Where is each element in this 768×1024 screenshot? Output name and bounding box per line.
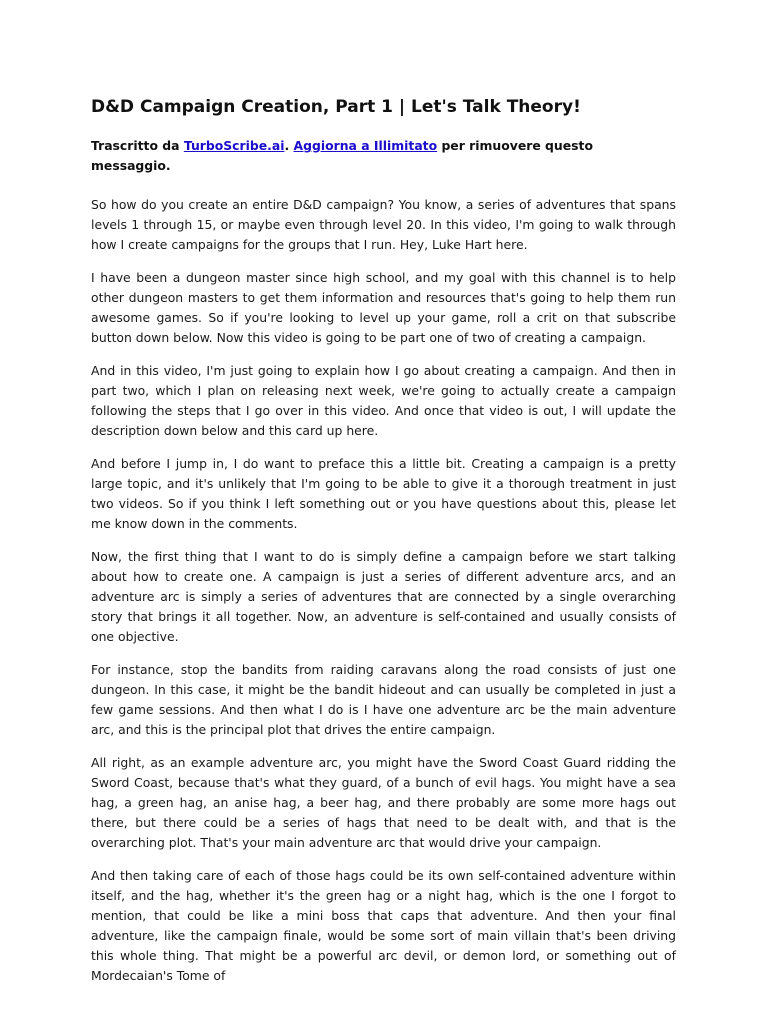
- banner-separator: .: [284, 138, 294, 153]
- paragraph: And then taking care of each of those hags could be its own self-contained adventure within itself, and the hag, whether it's the green hag or a night hag, which is the one I forgot to mention, that could be like a mini boss that caps that adventure. And then your final adventure, like the campaign finale, would be some sort of main villain that's been driving this whole thing. That might be a powerful arc devil, or demon lord, or something out of Mordecaian's Tome of: [91, 868, 676, 983]
- paragraph: So how do you create an entire D&D campaign? You know, a series of adventures that spans levels 1 through 15, or maybe even through level 20. In this video, I'm going to walk through how I create campaigns for the groups that I run. Hey, Luke Hart here.: [91, 197, 676, 252]
- paragraph: And before I jump in, I do want to preface this a little bit. Creating a campaign is a pretty large topic, and it's unlikely that I'm going to be able to give it a thorough treatment in just two videos. So if you think I left something out or you have questions about this, please let me know down in the comments.: [91, 456, 676, 531]
- paragraph: For instance, stop the bandits from raiding caravans along the road consists of just one dungeon. In this case, it might be the bandit hideout and can usually be completed in just a few game sessions. And then what I do is I have one adventure arc be the main adventure arc, and this is the principal plot that drives the entire campaign.: [91, 662, 676, 737]
- document-page: [91, 95, 676, 986]
- paragraph: Now, the first thing that I want to do is simply define a campaign before we start talking about how to create one. A campaign is just a series of different adventure arcs, and an adventure arc is simply a series of adventures that are connected by a single overarching story that brings it all together. Now, an adventure is self-contained and usually consists of one objective.: [91, 549, 676, 644]
- banner-prefix: Trascritto da: [91, 138, 184, 153]
- paragraph: All right, as an example adventure arc, you might have the Sword Coast Guard ridding the Sword Coast, because that's what they guard, of a bunch of evil hags. You might have a sea hag, a green hag, an anise hag, a beer hag, and there probably are some more hags out there, but there could be a series of hags that need to be dealt with, and that is the overarching plot. That's your main adventure arc that would drive your campaign.: [91, 755, 676, 850]
- paragraph: And in this video, I'm just going to explain how I go about creating a campaign. And then in part two, which I plan on releasing next week, we're going to actually create a campaign following the steps that I go over in this video. And once that video is out, I will update the description down below and this card up here.: [91, 363, 676, 438]
- paragraph: I have been a dungeon master since high school, and my goal with this channel is to help other dungeon masters to get them information and resources that's going to help them run awesome games. So if you're looking to level up your game, roll a crit on that subscribe button down below. Now this video is going to be part one of two of creating a campaign.: [91, 270, 676, 345]
- transcription-banner: [91, 136, 676, 176]
- upgrade-unlimited-link[interactable]: Aggiorna a Illimitato: [293, 138, 438, 153]
- document-title: D&D Campaign Creation, Part 1 | Let's Talk Theory!: [91, 97, 581, 117]
- banner-suffix: per rimuovere questo messaggio.: [91, 138, 593, 173]
- turboscribe-link[interactable]: TurboScribe.ai: [183, 138, 285, 153]
